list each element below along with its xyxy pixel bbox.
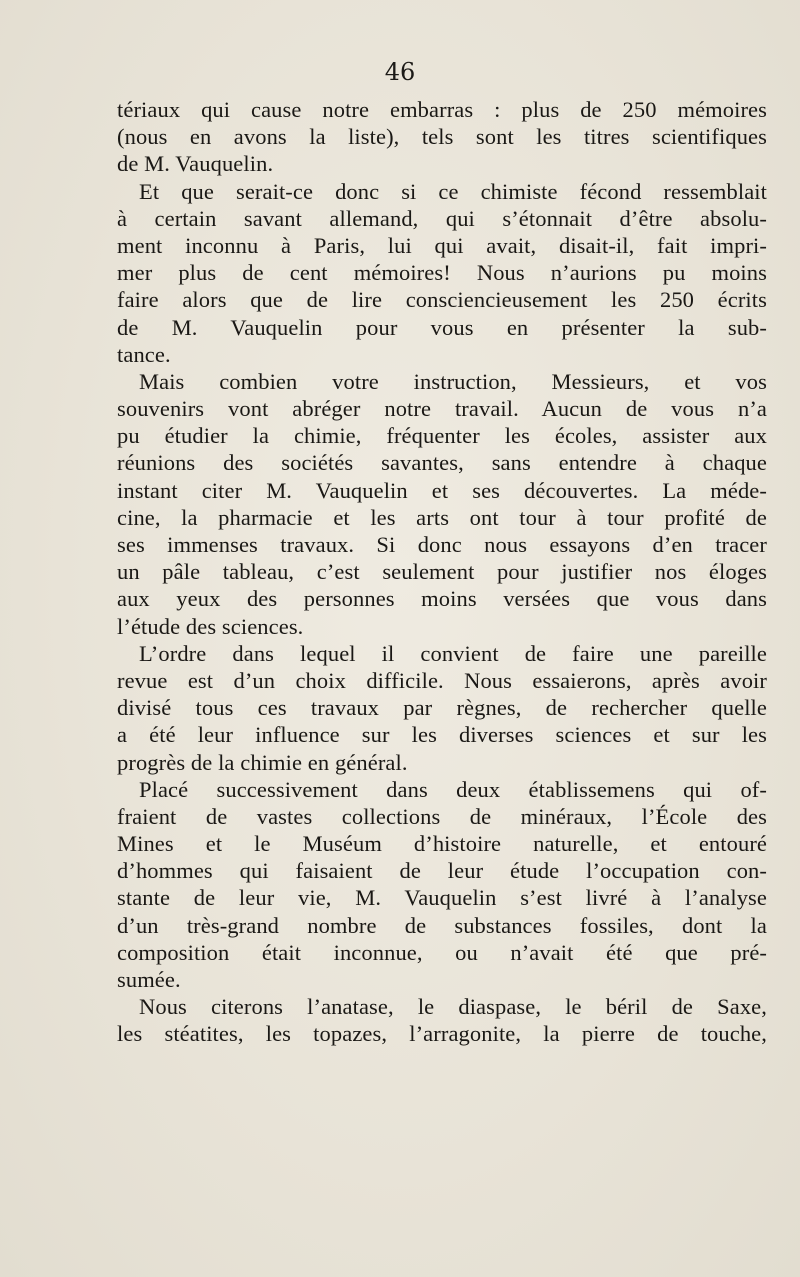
text-line: composition était inconnue, ou n’avait été que pré- <box>117 939 767 965</box>
text-line: cine, la pharmacie et les arts ont tour à tour profité de <box>117 504 767 530</box>
text-line: mer plus de cent mémoires! Nous n’aurions pu moins <box>117 260 767 286</box>
text-line: réunions des sociétés savantes, sans entendre à chaque <box>117 450 767 476</box>
text-line: de M. Vauquelin pour vous en présenter la sub- <box>117 314 767 340</box>
text-line: souvenirs vont abréger notre travail. Aucun de vous n’a <box>117 396 767 422</box>
text-line: divisé tous ces travaux par règnes, de rechercher quelle <box>117 695 767 721</box>
text-line: ses immenses travaux. Si donc nous essayons d’en tracer <box>117 532 767 557</box>
text-line: tériaux qui cause notre embarras : plus de 250 mémoires <box>117 97 767 122</box>
text-line: ment inconnu à Paris, lui qui avait, disait-il, fait impri- <box>117 232 767 258</box>
text-line: progrès de la chimie en général. <box>117 749 408 775</box>
text-line: aux yeux des personnes moins versées que vous dans <box>117 586 767 612</box>
text-line: d’hommes qui faisaient de leur étude l’occupation con- <box>117 858 767 884</box>
text-line: à certain savant allemand, qui s’étonnait d’être absolu- <box>117 205 767 231</box>
text-line: d’un très-grand nombre de substances fossiles, dont la <box>117 912 767 938</box>
text-line: a été leur influence sur les diverses sciences et sur les <box>117 722 767 748</box>
text-line: instant citer M. Vauquelin et ses découvertes. La méde- <box>117 477 767 503</box>
text-line: revue est d’un choix difficile. Nous essaierons, après avoir <box>117 667 767 693</box>
text-line: stante de leur vie, M. Vauquelin s’est livré à l’analyse <box>117 885 767 911</box>
page-number: 46 <box>384 58 416 86</box>
text-line: l’étude des sciences. <box>117 613 304 639</box>
text-line: de M. Vauquelin. <box>117 151 274 177</box>
text-line: Nous citerons l’anatase, le diaspase, le béril de Saxe, <box>139 994 767 1020</box>
text-line: pu étudier la chimie, fréquenter les écoles, assister aux <box>117 423 767 449</box>
text-line: les stéatites, les topazes, l’arragonite, la pierre de touche, <box>117 1021 767 1047</box>
text-line: tance. <box>117 341 171 367</box>
text-line: Et que serait-ce donc si ce chimiste fécond ressemblait <box>139 178 767 204</box>
text-line: un pâle tableau, c’est seulement pour justifier nos éloges <box>117 559 767 585</box>
text-line: faire alors que de lire consciencieusement les 250 écrits <box>117 287 767 313</box>
text-line: Mines et le Muséum d’histoire naturelle, et entouré <box>117 831 767 857</box>
body-text <box>117 96 767 1048</box>
text-line: fraient de vastes collections de minéraux, l’École des <box>117 803 767 829</box>
text-line: sumée. <box>117 967 181 992</box>
text-line: Placé successivement dans deux établissemens qui of- <box>139 776 767 802</box>
text-line: L’ordre dans lequel il convient de faire une pareille <box>139 640 767 666</box>
text-line: (nous en avons la liste), tels sont les titres scientifiques <box>117 124 767 150</box>
text-line: Mais combien votre instruction, Messieurs, et vos <box>139 368 767 394</box>
